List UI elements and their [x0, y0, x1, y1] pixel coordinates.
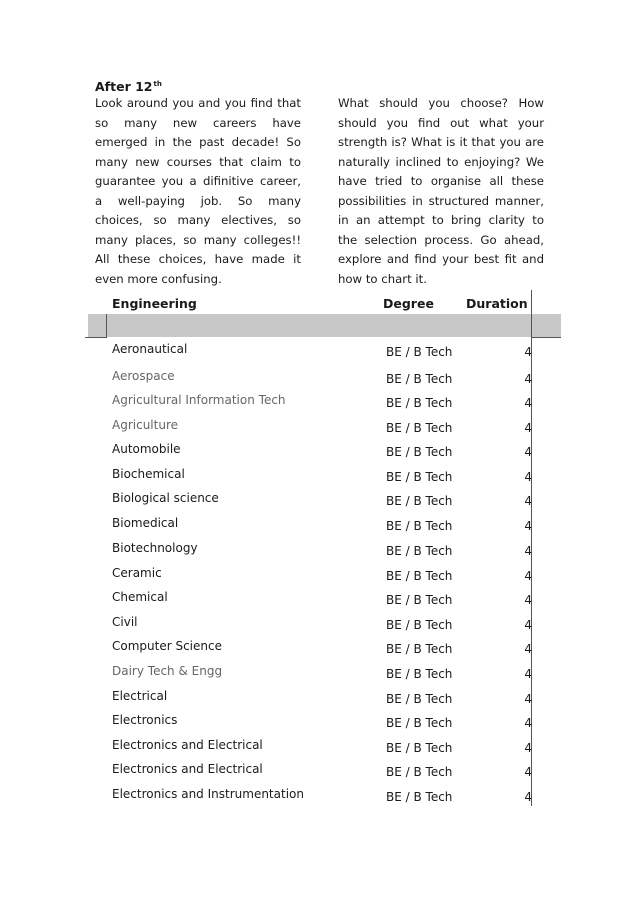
course-name: Biological science: [112, 491, 219, 505]
table-row: [85, 418, 561, 442]
courses-table: [85, 290, 561, 806]
table-row: [85, 393, 561, 417]
degree-cell: BE / B Tech: [386, 765, 453, 779]
rule-left: [85, 337, 106, 338]
course-name: Agricultural Information Tech: [112, 393, 286, 407]
degree-cell: BE / B Tech: [386, 741, 453, 755]
duration-cell: 4: [524, 618, 532, 632]
duration-cell: 4: [524, 544, 532, 558]
intro-left-column: Look around you and you find that so many new careers have emerged in the past decade! So many new courses that claim to guarantee you a difinitive career, a well-paying job. So many choices, so many electives, so many places, so many colleges!! All these choices, have made it even more confusing.: [95, 96, 301, 286]
degree-cell: BE / B Tech: [386, 569, 453, 583]
degree-cell: BE / B Tech: [386, 593, 453, 607]
table-row: [85, 738, 561, 762]
course-name: Agriculture: [112, 418, 178, 432]
course-name: Electronics and Electrical: [112, 738, 263, 752]
duration-cell: 4: [524, 569, 532, 583]
degree-cell: BE / B Tech: [386, 544, 453, 558]
course-name: Electrical: [112, 689, 168, 703]
table-row: [85, 689, 561, 713]
duration-cell: 4: [524, 741, 532, 755]
table-row: [85, 639, 561, 663]
duration-cell: 4: [524, 790, 532, 804]
table-row: [85, 762, 561, 786]
degree-cell: BE / B Tech: [386, 372, 453, 386]
duration-cell: 4: [524, 667, 532, 681]
duration-cell: 4: [524, 765, 532, 779]
course-name: Automobile: [112, 442, 181, 456]
table-row: [85, 590, 561, 614]
course-name: Civil: [112, 615, 138, 629]
table-row: [85, 713, 561, 737]
header-degree: Degree: [383, 296, 434, 311]
table-row: [85, 541, 561, 565]
header-shade-band: [88, 314, 561, 337]
duration-cell: 4: [524, 445, 532, 459]
degree-cell: BE / B Tech: [386, 519, 453, 533]
duration-cell: 4: [524, 519, 532, 533]
table-row: [85, 787, 561, 811]
degree-cell: BE / B Tech: [386, 421, 453, 435]
course-name: Biomedical: [112, 516, 179, 530]
table-row: [85, 615, 561, 639]
course-name: Electronics and Electrical: [112, 762, 263, 776]
duration-cell: 4: [524, 494, 532, 508]
degree-cell: BE / B Tech: [386, 345, 453, 359]
degree-cell: BE / B Tech: [386, 790, 453, 804]
page-heading: [95, 76, 162, 95]
duration-cell: 4: [524, 372, 532, 386]
rule-right: [531, 337, 561, 338]
course-name: Aeronautical: [112, 342, 188, 356]
duration-cell: 4: [524, 396, 532, 410]
course-name: Biotechnology: [112, 541, 198, 555]
header-duration: Duration: [466, 296, 528, 311]
table-row: [85, 342, 561, 366]
divider-left: [106, 314, 107, 338]
table-row: [85, 491, 561, 515]
heading-title: After 12: [95, 79, 153, 94]
duration-cell: 4: [524, 421, 532, 435]
table-row: [85, 566, 561, 590]
degree-cell: BE / B Tech: [386, 396, 453, 410]
course-name: Computer Science: [112, 639, 222, 653]
degree-cell: BE / B Tech: [386, 494, 453, 508]
degree-cell: BE / B Tech: [386, 618, 453, 632]
degree-cell: BE / B Tech: [386, 716, 453, 730]
table-row: [85, 664, 561, 688]
duration-cell: 4: [524, 345, 532, 359]
course-name: Aerospace: [112, 369, 175, 383]
duration-cell: 4: [524, 692, 532, 706]
table-row: [85, 516, 561, 540]
table-row: [85, 467, 561, 491]
course-name: Electronics: [112, 713, 178, 727]
duration-cell: 4: [524, 593, 532, 607]
table-row: [85, 369, 561, 393]
table-row: [85, 442, 561, 466]
course-name: Electronics and Instrumentation: [112, 787, 304, 801]
duration-cell: 4: [524, 716, 532, 730]
course-name: Biochemical: [112, 467, 185, 481]
course-name: Ceramic: [112, 566, 162, 580]
degree-cell: BE / B Tech: [386, 445, 453, 459]
heading-superscript: th: [153, 80, 162, 88]
intro-right-column: What should you choose? How should you find out what your strength is? What is it that you are naturally inclined to enjoying? We have tried to organise all these possibilities in structured manner, in an attempt to bring clarity to the selection process. Go ahead, explore and find your best fit and how to chart it.: [338, 96, 544, 286]
header-engineering: Engineering: [112, 296, 197, 311]
degree-cell: BE / B Tech: [386, 667, 453, 681]
course-name: Dairy Tech & Engg: [112, 664, 223, 678]
degree-cell: BE / B Tech: [386, 692, 453, 706]
course-name: Chemical: [112, 590, 168, 604]
duration-cell: 4: [524, 642, 532, 656]
degree-cell: BE / B Tech: [386, 642, 453, 656]
duration-cell: 4: [524, 470, 532, 484]
degree-cell: BE / B Tech: [386, 470, 453, 484]
